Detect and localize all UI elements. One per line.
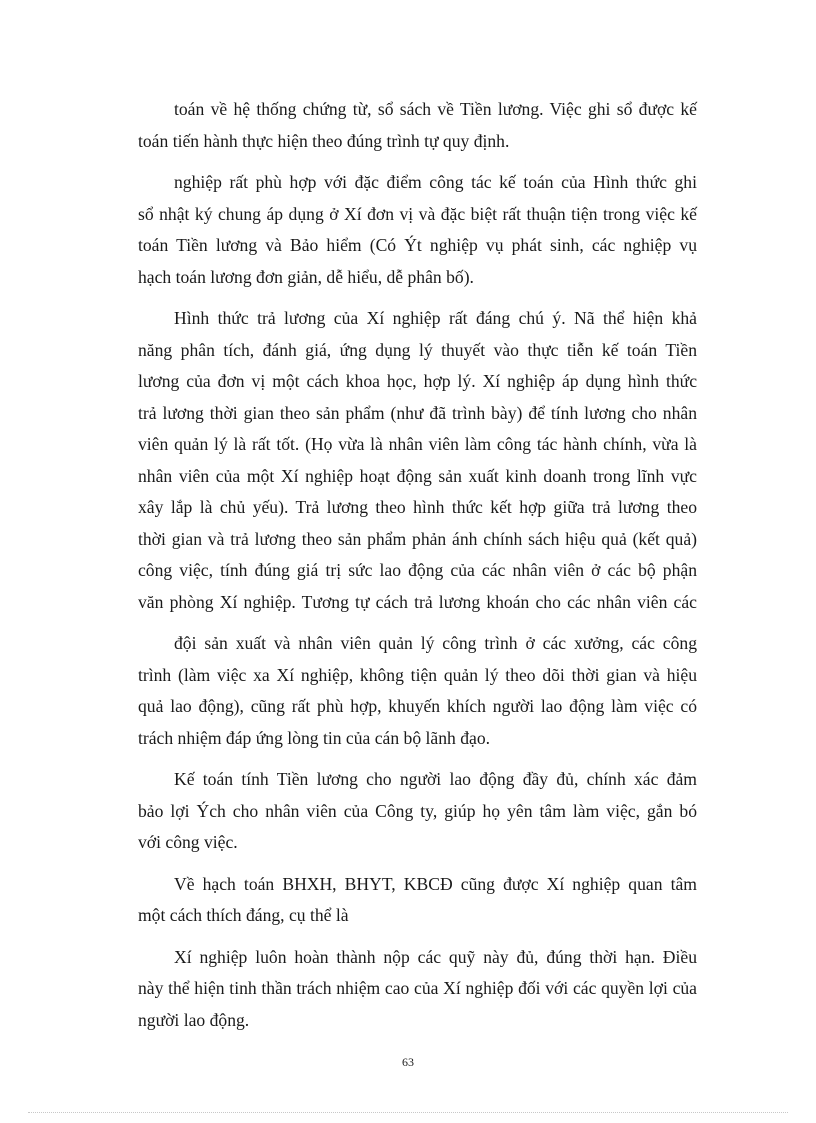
text-line: Kế toán tính Tiền lương cho người lao động đầy đủ, chính xác đảm — [174, 769, 697, 789]
text-line: văn phòng Xí nghiệp. Tương tự cách trả lương khoán cho các nhân viên các — [138, 591, 697, 612]
paragraph — [138, 628, 697, 754]
text-line: quả lao động), cũng rất phù hợp, khuyến khích người lao động làm việc có — [138, 696, 697, 716]
text-line: trình (làm việc xa Xí nghiệp, không tiện quản lý theo dõi thời gian và hiệu — [138, 664, 697, 685]
text-line: người lao động. — [138, 1009, 250, 1030]
text-line: hạch toán lương đơn giản, dễ hiểu, dễ phân bố). — [138, 266, 474, 287]
page-number: 63 — [402, 1055, 414, 1069]
text-line: toán Tiền lương và Bảo hiểm (Có Ýt nghiệp vụ phát sinh, các nghiệp vụ — [138, 235, 697, 255]
text-line: đội sản xuất và nhân viên quản lý công trình ở các xưởng, các công — [174, 633, 697, 653]
text-line: bảo lợi Ých cho nhân viên của Công ty, giúp họ yên tâm làm việc, gắn bó — [138, 800, 697, 821]
body-text — [138, 94, 697, 1046]
text-line: lương của đơn vị một cách khoa học, hợp lý. Xí nghiệp áp dụng hình thức — [138, 371, 697, 391]
text-line: Về hạch toán BHXH, BHYT, KBCĐ cũng được Xí nghiệp quan tâm — [174, 873, 697, 894]
paragraph — [138, 94, 697, 157]
text-line: viên quản lý là rất tốt. (Họ vừa là nhân viên làm công tác hành chính, vừa là — [138, 434, 697, 454]
paragraph — [138, 869, 697, 932]
paragraph — [138, 764, 697, 859]
text-line: xây lắp là chủ yếu). Trả lương theo hình thức kết hợp giữa trả lương theo — [138, 497, 697, 517]
text-line: Xí nghiệp luôn hoàn thành nộp các quỹ này đủ, đúng thời hạn. Điều — [174, 946, 697, 967]
text-line: thời gian và trả lương theo sản phẩm phản ánh chính sách hiệu quả (kết quả) — [138, 528, 697, 549]
text-line: nghiệp rất phù hợp với đặc điểm công tác kế toán của Hình thức ghi — [174, 172, 697, 192]
paragraph — [138, 303, 697, 618]
text-line: này thể hiện tinh thần trách nhiệm cao của Xí nghiệp đối với các quyền lợi của — [138, 978, 697, 998]
paragraph — [138, 942, 697, 1037]
paragraph — [138, 167, 697, 293]
text-line: với công việc. — [138, 832, 238, 852]
text-line: Hình thức trả lương của Xí nghiệp rất đáng chú ý. Nã thể hiện khả — [174, 308, 697, 328]
text-line: sổ nhật ký chung áp dụng ở Xí đơn vị và đặc biệt rất thuận tiện trong việc kế — [138, 203, 697, 224]
text-line: công việc, tính đúng giá trị sức lao động của các nhân viên ở các bộ phận — [138, 560, 697, 580]
text-line: toán tiến hành thực hiện theo đúng trình tự quy định. — [138, 130, 510, 151]
text-line: một cách thích đáng, cụ thể là — [138, 905, 349, 925]
text-line: toán về hệ thống chứng từ, sổ sách về Tiền lương. Việc ghi sổ được kế — [174, 99, 697, 119]
text-line: trách nhiệm đáp ứng lòng tin của cán bộ lãnh đạo. — [138, 727, 491, 748]
page-bottom-divider — [28, 1112, 788, 1113]
text-line: năng phân tích, đánh giá, ứng dụng lý thuyết vào thực tiễn kế toán Tiền — [138, 339, 697, 360]
text-line: trả lương thời gian theo sản phẩm (như đã trình bày) để tính lương cho nhân — [138, 402, 697, 423]
text-line: nhân viên của một Xí nghiệp hoạt động sản xuất kinh doanh trong lĩnh vực — [138, 465, 697, 486]
